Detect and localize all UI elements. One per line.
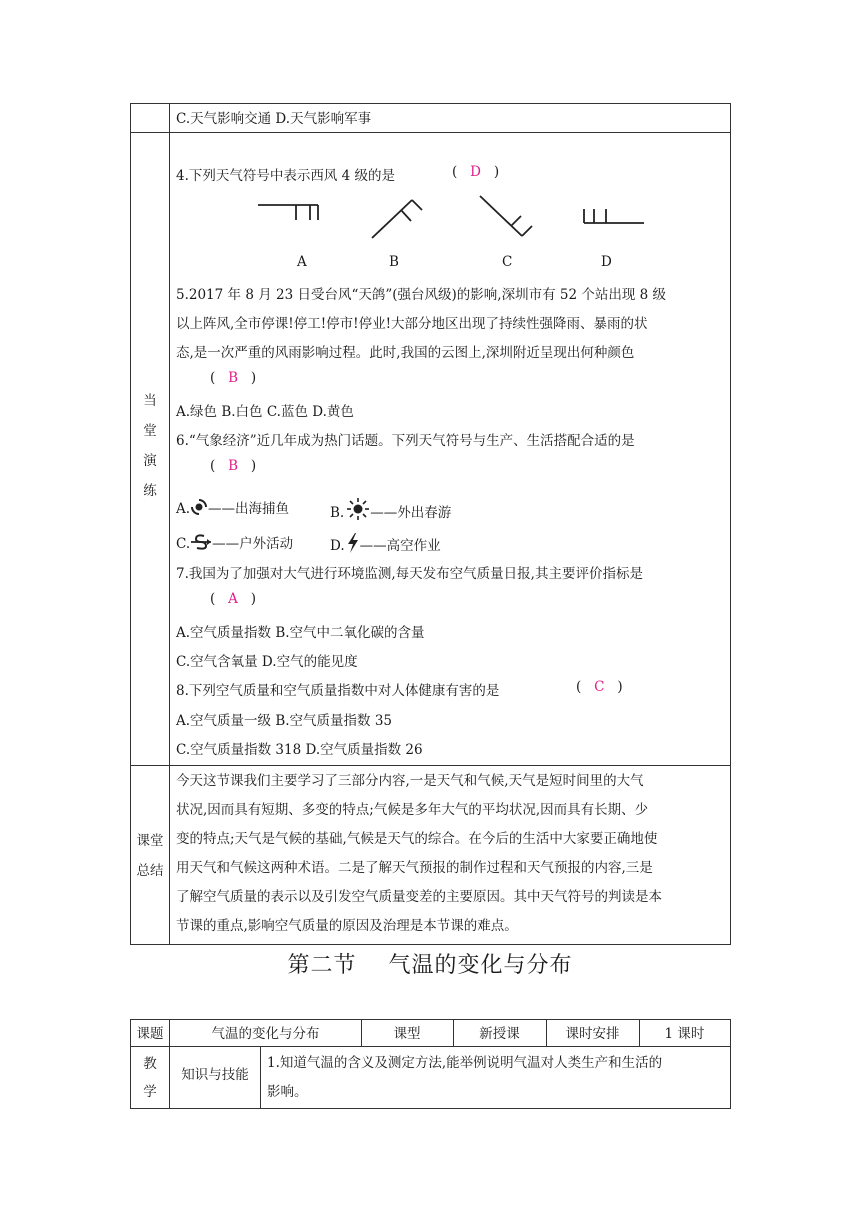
sandstorm-icon	[190, 533, 212, 551]
goal-text-line-1: 1.知道气温的含义及测定方法,能举例说明气温对人类生产和生活的	[267, 1055, 663, 1071]
wind-symbol-d-icon	[580, 203, 650, 227]
q8-text: 8.下列空气质量和空气质量指数中对人体健康有害的是	[176, 683, 500, 699]
summary-line: 用天气和气候这两种术语。二是了解天气预报的制作过程和天气预报的内容,三是	[176, 860, 653, 876]
q5-line-3: 态,是一次严重的风雨影响过程。此时,我国的云图上,深圳附近呈现出何种颜色	[176, 345, 635, 361]
practice-char-2: 堂	[143, 423, 157, 439]
q4-answer: ( D )	[452, 164, 500, 180]
q6-option-c: C. ——户外活动	[176, 532, 293, 552]
type-value: 新授课	[479, 1026, 520, 1042]
q8-choices-2: C.空气质量指数 318 D.空气质量指数 26	[176, 742, 423, 758]
goal-text-line-2: 影响。	[267, 1084, 308, 1100]
sun-icon	[346, 497, 370, 521]
q4-option-a: A	[297, 254, 307, 270]
q6-option-b: B. ——外出春游	[330, 497, 451, 521]
practice-char-3: 演	[143, 453, 157, 469]
q4-option-b: B	[389, 254, 399, 270]
q6-option-d: D. ——高空作业	[330, 532, 441, 554]
wind-symbol-a-icon	[250, 195, 330, 225]
q5-choices: A.绿色 B.白色 C.蓝色 D.黄色	[176, 404, 354, 420]
summary-line: 状况,因而具有短期、多变的特点;气候是多年大气的平均状况,因而具有长期、少	[176, 802, 649, 818]
summary-line: 了解空气质量的表示以及引发空气质量变差的主要原因。其中天气符号的判读是本	[176, 889, 662, 905]
section-heading: 第二节 气温的变化与分布	[287, 953, 573, 978]
summary-line: 今天这节课我们主要学习了三部分内容,一是天气和气候,天气是短时间里的大气	[176, 773, 644, 789]
q8-choices-1: A.空气质量一级 B.空气质量指数 35	[176, 713, 393, 729]
goal-label: 教 学	[143, 1056, 157, 1100]
q4-option-c: C	[502, 254, 513, 270]
practice-char-1: 当	[143, 393, 157, 409]
q6-answer: ( B )	[210, 458, 257, 474]
q4-option-d: D	[601, 254, 612, 270]
q6-text: 6.“气象经济”近几年成为热门话题。下列天气符号与生产、生活搭配合适的是	[176, 433, 635, 449]
q5-answer: ( B )	[210, 370, 257, 386]
q7-text: 7.我国为了加强对大气进行环境监测,每天发布空气质量日报,其主要评价指标是	[176, 566, 643, 582]
topic-value: 气温的变化与分布	[211, 1026, 320, 1042]
q7-answer: ( A )	[210, 591, 257, 607]
summary-label: 课堂 总结	[136, 833, 164, 879]
wind-symbol-b-icon	[368, 192, 428, 242]
lightning-icon	[346, 532, 360, 554]
summary-line: 变的特点;天气是气候的基础,气候是天气的综合。在今后的生活中大家要正确地使	[176, 831, 658, 847]
q8-answer: ( C )	[576, 679, 623, 695]
q6-option-a: A. ——出海捕鱼	[176, 497, 289, 517]
topic-label: 课题	[136, 1026, 164, 1042]
q5-line-1: 5.2017 年 8 月 23 日受台风“天鸽”(强台风级)的影响,深圳市有 52 个站出现 8 级	[176, 287, 667, 303]
q5-line-2: 以上阵风,全市停课!停工!停市!停业!大部分地区出现了持续性强降雨、暴雨的状	[176, 316, 648, 332]
time-value: 1 课时	[664, 1026, 705, 1042]
q7-choices-1: A.空气质量指数 B.空气中二氧化碳的含量	[176, 625, 425, 641]
typhoon-icon	[190, 497, 208, 515]
summary-line: 节课的重点,影响空气质量的原因及治理是本节课的难点。	[176, 918, 518, 934]
q4-text: 4.下列天气符号中表示西风 4 级的是	[176, 168, 396, 184]
goal-sub-label: 知识与技能	[181, 1067, 249, 1083]
practice-char-4: 练	[143, 483, 157, 499]
row-top-text: C.天气影响交通 D.天气影响军事	[176, 111, 372, 127]
q7-choices-2: C.空气含氧量 D.空气的能见度	[176, 654, 358, 670]
wind-symbol-c-icon	[476, 192, 536, 242]
type-label: 课型	[393, 1026, 421, 1042]
time-label: 课时安排	[565, 1026, 620, 1042]
